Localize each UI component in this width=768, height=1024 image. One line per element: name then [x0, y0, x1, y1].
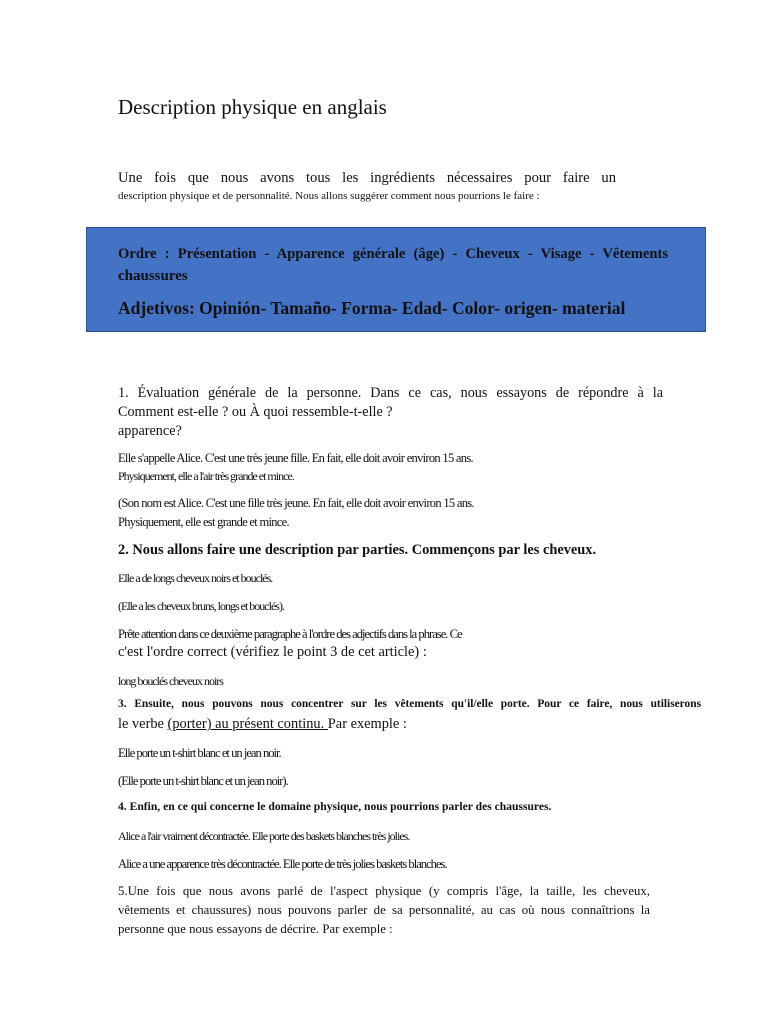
section-4-heading: 4. Enfin, en ce qui concerne le domaine physique, nous pourrions parler des chaussures. — [118, 800, 552, 813]
intro-paragraph — [118, 169, 616, 204]
section-2-note-line-1: Prête attention dans ce deuxième paragraphe à l'ordre des adjectifs dans la phrase. Ce — [118, 627, 462, 641]
adjective-order-line: Adjetivos: Opinión- Tamaño- Forma- Edad- Color- origen- material — [118, 298, 626, 318]
section-4-example-1: Alice a l'air vraiment décontractée. Elle porte des baskets blanches très jolies. — [118, 829, 410, 843]
section-1 — [118, 384, 663, 441]
section-3-text-c: Par exemple : — [327, 716, 407, 732]
order-line-continued: chaussures — [118, 268, 188, 284]
section-1-line-1: 1. Évaluation générale de la personne. Dans ce cas, nous essayons de répondre à la — [118, 385, 663, 401]
intro-line-2: description physique et de personnalité. Nous allons suggérer comment nous pourrions le faire : — [118, 190, 540, 202]
section-2-example-1: Elle a de longs cheveux noirs et bouclés. — [118, 571, 273, 585]
order-line: Ordre : Présentation - Apparence générale (âge) - Cheveux - Visage - Vêtements — [118, 246, 668, 262]
section-1-line-2: Comment est-elle ? ou À quoi ressemble-t-elle ? — [118, 404, 393, 420]
section-3-line-2 — [118, 716, 407, 733]
section-5-line-2: vêtements et chaussures) nous pouvons parler de sa personnalité, au cas où nous connaîtrions la — [118, 903, 650, 917]
example-1-line-2: Physiquement, elle a l'air très grande et mince. — [118, 469, 294, 483]
section-5 — [118, 882, 650, 939]
section-3-example-2: (Elle porte un t-shirt blanc et un jean noir). — [118, 774, 288, 788]
section-2-example-2: (Elle a les cheveux bruns, longs et bouclés). — [118, 599, 284, 613]
page-title: Description physique en anglais — [118, 95, 387, 119]
adjective-order-example: long bouclés cheveux noirs — [118, 674, 223, 688]
example-1-line-1: Elle s'appelle Alice. C'est une très jeune fille. En fait, elle doit avoir environ 15 ans. — [118, 451, 473, 465]
example-2-line-2: Physiquement, elle est grande et mince. — [118, 515, 289, 529]
section-1-line-3: apparence? — [118, 423, 182, 439]
section-3-underlined-verb: (porter) au présent continu. — [167, 716, 328, 732]
section-3-line-1: 3. Ensuite, nous pouvons nous concentrer sur les vêtements qu'il/elle porte. Pour ce faire, nous utiliserons — [118, 698, 701, 710]
example-2-line-1: (Son nom est Alice. C'est une fille très jeune. En fait, elle doit avoir environ 15 ans. — [118, 496, 474, 510]
section-3-text-a: le verbe — [118, 716, 168, 732]
section-3-example-1: Elle porte un t-shirt blanc et un jean noir. — [118, 746, 281, 760]
section-2-note-line-2: c'est l'ordre correct (vérifiez le point 3 de cet article) : — [118, 644, 427, 660]
section-5-line-3: personne que nous essayons de décrire. Par exemple : — [118, 922, 393, 936]
section-2-heading: 2. Nous allons faire une description par parties. Commençons par les cheveux. — [118, 542, 597, 558]
section-4-example-2: Alice a une apparence très décontractée. Elle porte de très jolies baskets blanches. — [118, 857, 447, 871]
intro-line-1: Une fois que nous avons tous les ingrédients nécessaires pour faire un — [118, 170, 616, 186]
section-5-line-1: 5.Une fois que nous avons parlé de l'aspect physique (y compris l'âge, la taille, les cheveux, — [118, 884, 650, 898]
